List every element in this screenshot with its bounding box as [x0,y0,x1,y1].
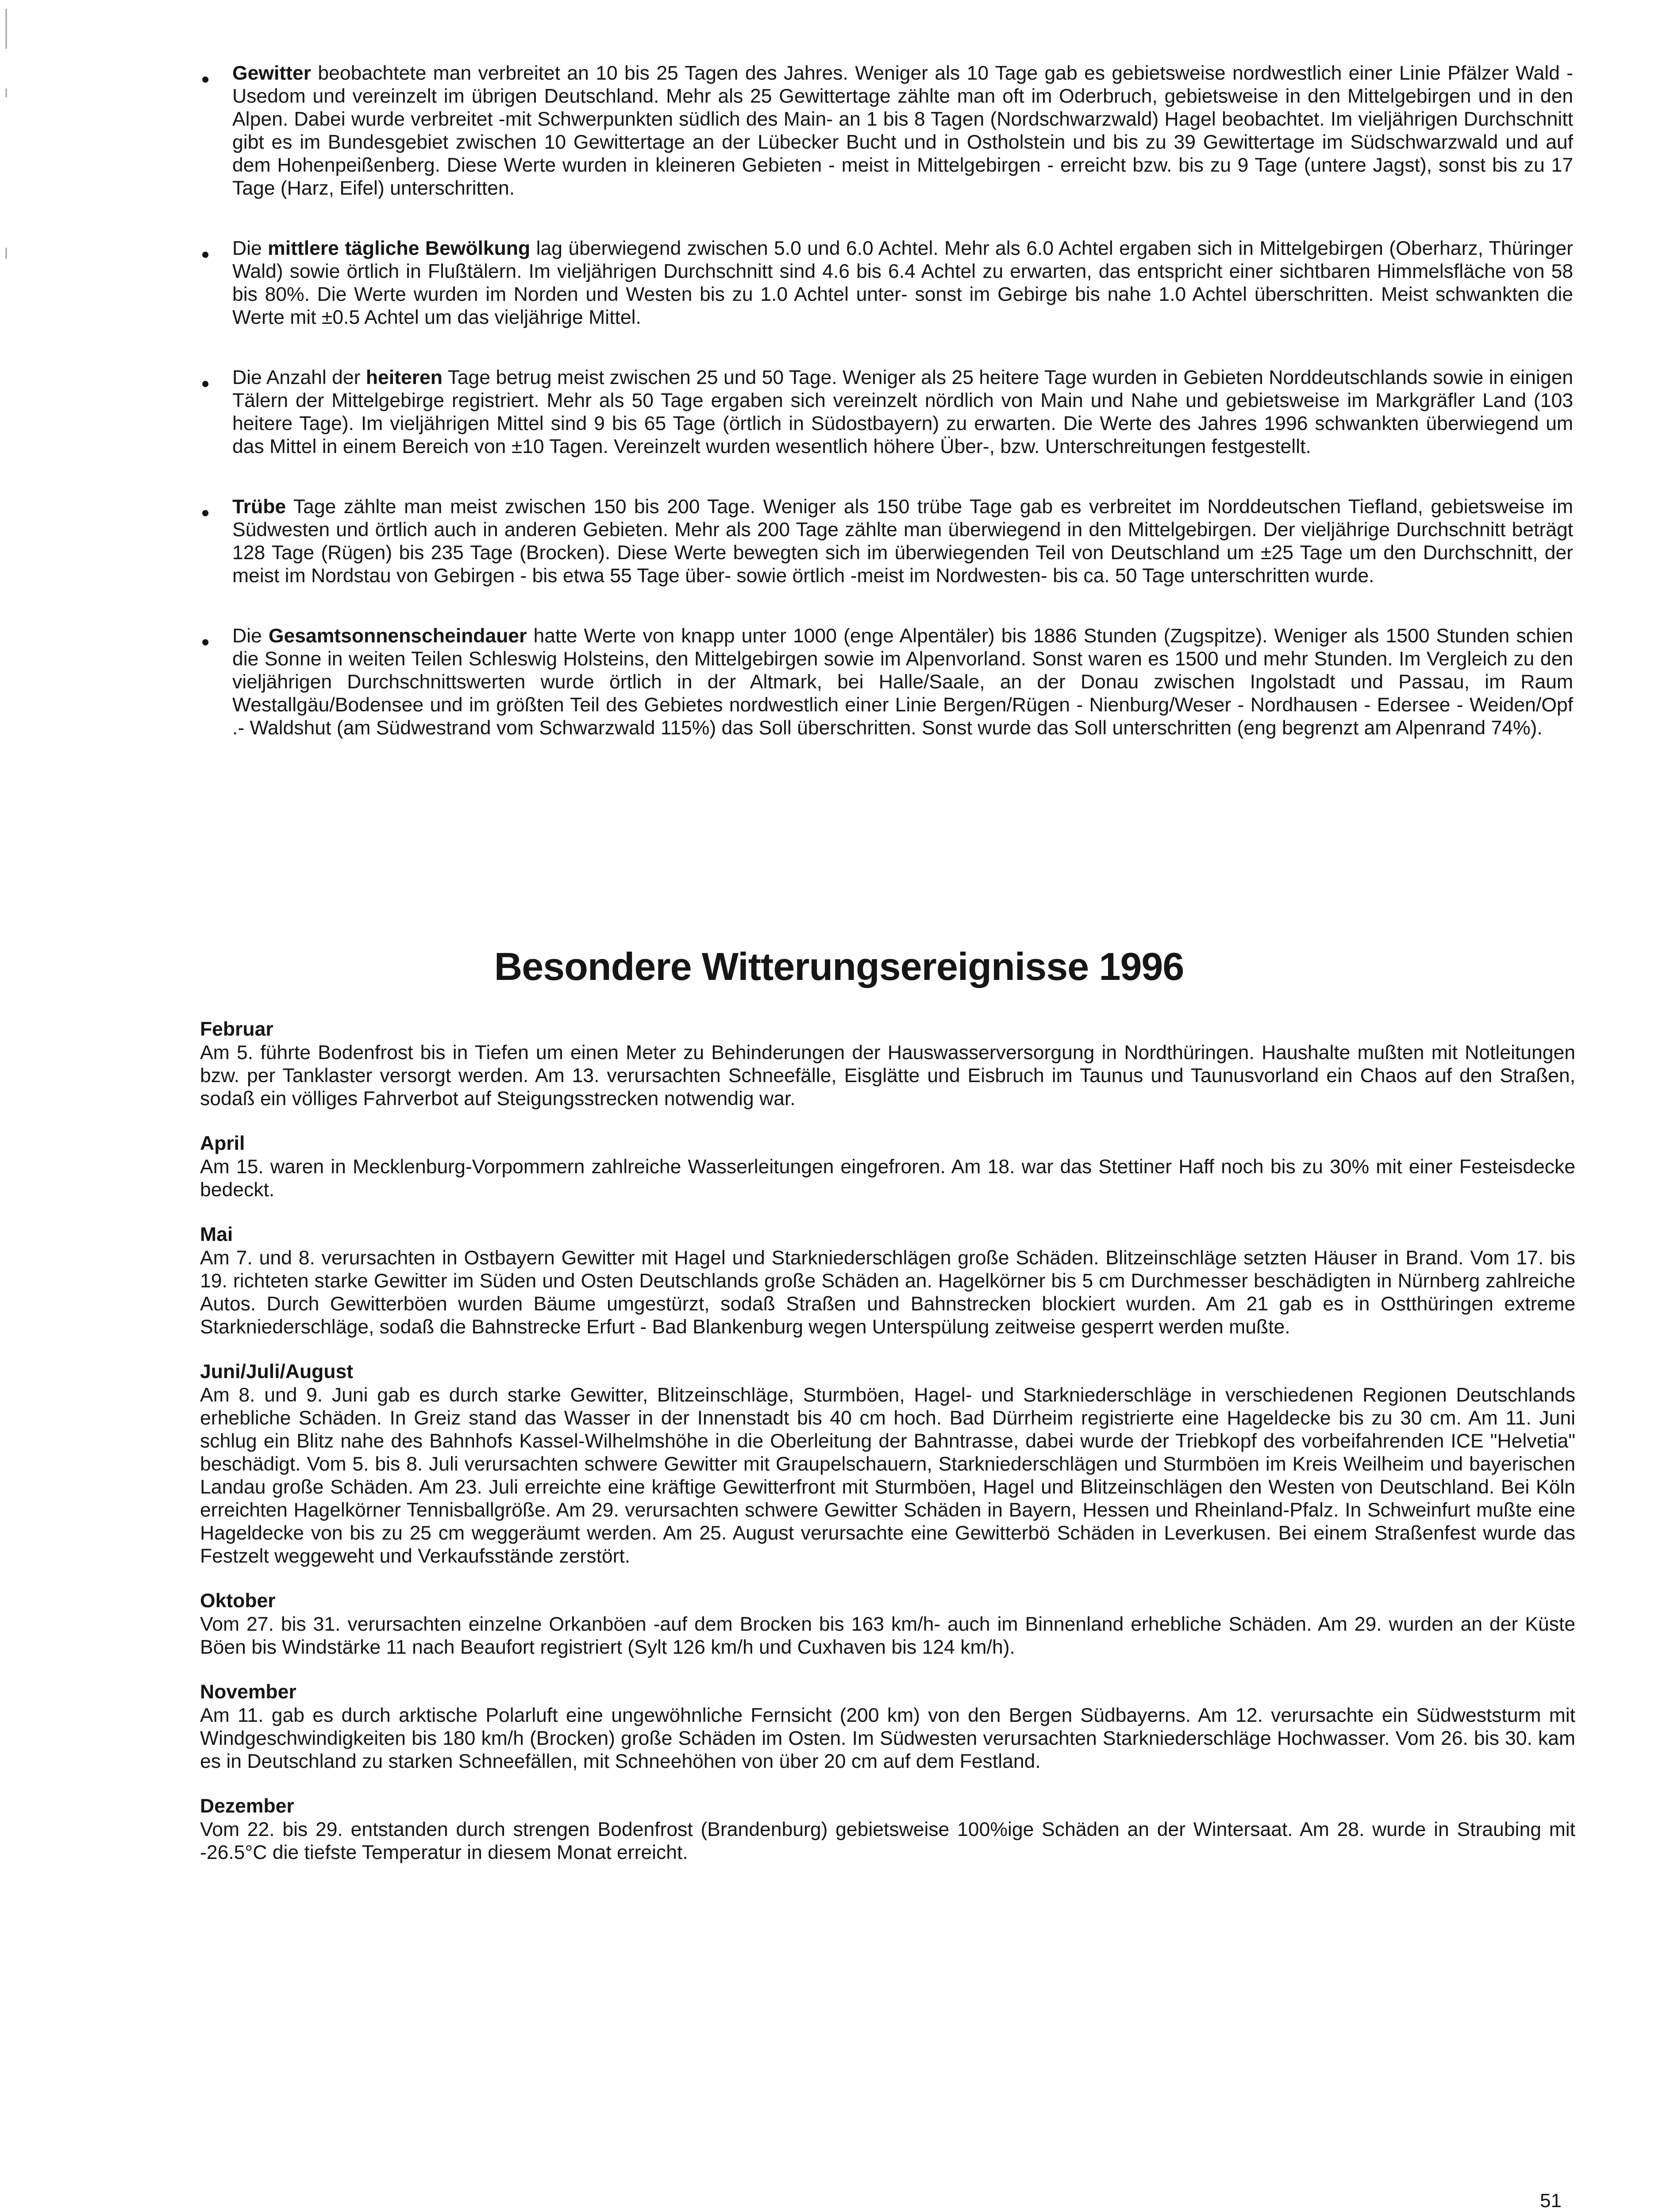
scan-edge-mark [5,88,7,97]
bullet-item-gewitter [201,62,1573,200]
bullet-item-truebe-tage [201,495,1573,588]
event-dezember [200,1794,1575,1864]
event-heading: April [200,1133,245,1154]
event-text: Vom 22. bis 29. entstanden durch strengen Bodenfrost (Brandenburg) gebietsweise 100%ige Schäden an der Wintersaat. Am 28. wurde in Straubing mit -26.5°C die tiefste Temperatur in diesem Monat erreicht. [200,1819,1575,1863]
bullet-item-heitere-tage [201,366,1573,458]
event-heading: Juni/Juli/August [200,1361,354,1382]
bullet-marker: • [201,630,210,655]
bullet-text: Trübe Tage zählte man meist zwischen 150 bis 200 Tage. Weniger als 150 trübe Tage gab es verbreitet im Norddeutschen Tiefland, gebietsweise im Südwesten und örtlich auch in anderen Gebieten. Mehr als 200 Tage zählte man überwiegend in den Mittelgebirgen. Der vieljährige Durchschnitt beträgt 128 Tage (Rügen) bis 235 Tage (Brocken). Diese Werte bewegten sich im überwiegenden Teil von Deutschland um ±25 Tage um den Durchschnitt, der meist im Nordstau von Gebirgen - bis etwa 55 Tage über- sowie örtlich -meist im Nordwesten- bis ca. 50 Tage unterschritten wurde. [232,496,1573,587]
bullet-keyword: mittlere tägliche Bewölkung [268,238,531,259]
event-februar [200,1018,1575,1110]
bullet-list [201,62,1573,777]
bullet-keyword: Gewitter [232,62,312,84]
event-text: Am 11. gab es durch arktische Polarluft eine ungewöhnliche Fernsicht (200 km) von den Bergen Südbayerns. Am 12. verursachte ein Südweststurm mit Windgeschwindigkeiten bis 180 km/h (Brocken) große Schäden im Osten. Im Südwesten verursachten Starkniederschläge Hochwasser. Vom 26. bis 30. kam es in Deutschland zu starken Schneefällen, mit Schneehöhen von über 20 cm auf dem Festland. [200,1705,1575,1772]
event-text: Am 8. und 9. Juni gab es durch starke Gewitter, Blitzeinschläge, Sturmböen, Hagel- und Starkniederschläge in verschiedenen Regionen Deutschlands erhebliche Schäden. In Greiz stand das Wasser in der Innenstadt bis 40 cm hoch. Bad Dürrheim registrierte eine Hageldecke bis zu 30 cm. Am 11. Juni schlug ein Blitz nahe des Bahnhofs Kassel-Wilhelmshöhe in die Oberleitung der Bahntrasse, dabei wurde der Triebkopf des vorbeifahrenden ICE "Helvetia" beschädigt. Vom 5. bis 8. Juli verursachten schwere Gewitter mit Graupelschauern, Starkniederschlägen und Sturmböen im Kreis Weilheim und bayerischen Landau große Schäden. Am 23. Juli erreichte eine kräftige Gewitterfront mit Sturmböen, Hagel und Blitzeinschlägen den Westen von Deutschland. Bei Köln erreichten Hagelkörner Tennisballgröße. Am 29. verursachten schwere Gewitter Schäden in Bayern, Hessen und Rheinland-Pfalz. In Schweinfurt mußte eine Hageldecke von bis zu 25 cm weggeräumt werden. Am 25. August verursachte eine Gewitterbö Schäden in Leverkusen. Bei einem Straßenfest wurde das Festzelt weggeweht und Verkaufsstände zerstört. [200,1384,1575,1567]
event-text: Am 7. und 8. verursachten in Ostbayern Gewitter mit Hagel und Starkniederschlägen große Schäden. Blitzeinschläge setzten Häuser in Brand. Vom 17. bis 19. richteten starke Gewitter im Süden und Osten Deutschlands große Schäden an. Hagelkörner bis 5 cm Durchmesser beschädigten in Nürnberg zahlreiche Autos. Durch Gewitterböen wurden Bäume umgestürzt, sodaß Straßen und Bahnstrecken blockiert wurden. Am 21 gab es in Ostthüringen extreme Starkniederschläge, sodaß die Bahnstrecke Erfurt - Bad Blankenburg wegen Unterspülung zeitweise gesperrt werden mußte. [200,1247,1575,1338]
event-mai [200,1223,1575,1339]
event-oktober [200,1589,1575,1659]
scan-edge-mark [5,9,7,49]
weather-events-list [200,1018,1575,1886]
event-text: Am 5. führte Bodenfrost bis in Tiefen um einen Meter zu Behinderungen der Hauswasserversorgung in Nordthüringen. Haushalte mußten mit Notleitungen bzw. per Tanklaster versorgt werden. Am 13. verursachten Schneefälle, Eisglätte und Eisbruch im Taunus und Taunusvorland ein Chaos auf den Straßen, sodaß ein völliges Fahrverbot auf Steigungsstrecken notwendig war. [200,1042,1575,1110]
event-april [200,1132,1575,1202]
bullet-keyword: Trübe [232,496,286,518]
event-heading: Februar [200,1018,273,1040]
bullet-marker: • [201,242,210,268]
bullet-item-sonnenscheindauer [201,625,1573,740]
event-text: Vom 27. bis 31. verursachten einzelne Orkanböen -auf dem Brocken bis 163 km/h- auch im Binnenland erhebliche Schäden. Am 29. wurden an der Küste Böen bis Windstärke 11 nach Beaufort registriert (Sylt 126 km/h und Cuxhaven bis 124 km/h). [200,1613,1575,1658]
bullet-keyword: Gesamtsonnenscheindauer [268,625,527,647]
event-heading: Mai [200,1224,233,1245]
event-heading: Oktober [200,1590,276,1612]
event-heading: Dezember [200,1795,294,1817]
event-heading: November [200,1681,296,1703]
bullet-text: Die Anzahl der heiteren Tage betrug meist zwischen 25 und 50 Tage. Weniger als 25 heitere Tage wurden in Gebieten Norddeutschlands sowie in einigen Tälern der Mittelgebirge registriert. Mehr als 50 Tage ergaben sich vereinzelt nördlich von Main und Nahe und gebietsweise im Markgräfler Land (103 heitere Tage). Im vieljährigen Mittel sind 9 bis 65 Tage (örtlich in Südostbayern) zu erwarten. Die Werte des Jahres 1996 schwankten überwiegend um das Mittel in einem Bereich von ±10 Tagen. Vereinzelt wurden wesentlich höhere Über-, bzw. Unterschreitungen festgestellt. [232,367,1573,457]
bullet-keyword: heiteren [366,367,443,388]
event-juni-juli-august [200,1360,1575,1568]
bullet-text: Gewitter beobachtete man verbreitet an 10 bis 25 Tagen des Jahres. Weniger als 10 Tage gab es gebietsweise nordwestlich einer Linie Pfälzer Wald - Usedom und vereinzelt im übrigen Deutschland. Mehr als 25 Gewittertage zählte man oft im Oderbruch, gebietsweise in den Mittelgebirgen und in den Alpen. Dabei wurde verbreitet -mit Schwerpunkten südlich des Main- an 1 bis 8 Tagen (Nordschwarzwald) Hagel beobachtet. Im vieljährigen Durchschnitt gibt es im Bundesgebiet zwischen 10 Gewittertage an der Lübecker Bucht und in Ostholstein und bis zu 39 Gewittertage im Südschwarzwald und auf dem Hohenpeißenberg. Diese Werte wurden in kleineren Gebieten - meist in Mittelgebirgen - erreicht bzw. bis zu 9 Tage (untere Jagst), sonst bis zu 17 Tage (Harz, Eifel) unterschritten. [232,62,1573,199]
bullet-marker: • [201,500,210,526]
bullet-item-bewoelkung [201,237,1573,329]
bullet-text: Die Gesamtsonnenscheindauer hatte Werte von knapp unter 1000 (enge Alpentäler) bis 1886 Stunden (Zugspitze). Weniger als 1500 Stunden schien die Sonne in weiten Teilen Schleswig Holsteins, den Mittelgebirgen sowie im Alpenvorland. Sonst waren es 1500 und mehr Stunden. Im Vergleich zu den vieljährigen Durchschnittswerten wurde örtlich in der Altmark, bei Halle/Saale, an der Donau zwischen Ingolstadt und Passau, im Raum Westallgäu/Bodensee und im größten Teil des Gebietes nordwestlich einer Linie Bergen/Rügen - Nienburg/Weser - Nordhausen - Edersee - Weiden/Opf .- Waldshut (am Südwestrand vom Schwarzwald 115%) das Soll überschritten. Sonst wurde das Soll unterschritten (eng begrenzt am Alpenrand 74%). [232,625,1573,739]
section-title: Besondere Witterungsereignisse 1996 [494,945,1184,988]
page-number: 51 [1540,2190,1562,2212]
event-november [200,1680,1575,1773]
scan-edge-mark [5,248,7,259]
bullet-text: Die mittlere tägliche Bewölkung lag überwiegend zwischen 5.0 und 6.0 Achtel. Mehr als 6.0 Achtel ergaben sich in Mittelgebirgen (Oberharz, Thüringer Wald) sowie örtlich in Flußtälern. Im vieljährigen Durchschnitt sind 4.6 bis 6.4 Achtel zu erwarten, das entspricht einer sichtbaren Himmelsfläche von 58 bis 80%. Die Werte wurden im Norden und Westen bis zu 1.0 Achtel unter- sonst im Gebirge bis nahe 1.0 Achtel überschritten. Meist schwankten die Werte mit ±0.5 Achtel um das vieljährige Mittel. [232,238,1573,328]
bullet-marker: • [201,67,210,92]
bullet-marker: • [201,371,210,397]
event-text: Am 15. waren in Mecklenburg-Vorpommern zahlreiche Wasserleitungen eingefroren. Am 18. war das Stettiner Haff noch bis zu 30% mit einer Festeisdecke bedeckt. [200,1156,1575,1201]
